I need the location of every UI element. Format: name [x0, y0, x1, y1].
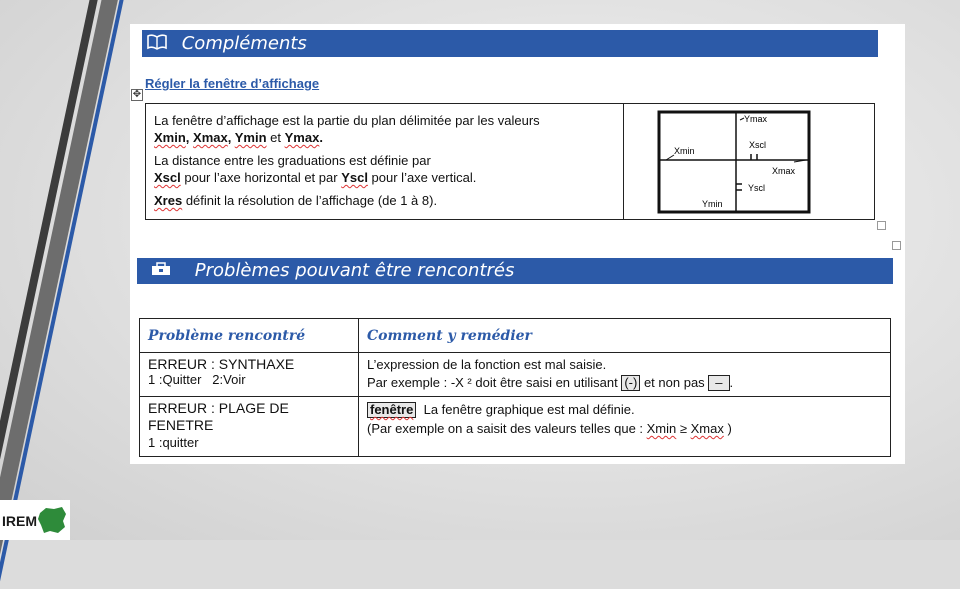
- para2-line1: La distance entre les graduations est définie par: [154, 153, 431, 168]
- book-icon: [146, 31, 168, 58]
- negative-key: (-): [621, 375, 640, 391]
- fix2-line2: [367, 419, 882, 438]
- irem-logo: [0, 500, 70, 540]
- col-fix-header: Comment y remédier: [359, 319, 891, 353]
- complements-title: Compléments: [181, 33, 307, 54]
- ymin-term: Ymin: [234, 130, 267, 145]
- toolbox-icon: [151, 258, 171, 284]
- fix2-text-a: (Par exemple on a saisit des valeurs telles que :: [367, 421, 647, 436]
- fix1-text-c: .: [729, 375, 734, 390]
- fix-cell-1: [359, 353, 891, 397]
- diagram-xmin-label: Xmin: [674, 146, 695, 156]
- complements-banner: [142, 30, 878, 57]
- minus-key: –: [708, 375, 729, 391]
- window-diagram-cell: [624, 104, 875, 220]
- fix2-xmin: Xmin: [646, 421, 677, 436]
- problems-table: [139, 318, 891, 457]
- fix1-line1: L’expression de la fonction est mal saisie.: [367, 357, 607, 372]
- fix-cell-2: [359, 397, 891, 457]
- problem1-line1: ERREUR : SYNTHAXE: [148, 356, 295, 372]
- para1-line1: La fenêtre d’affichage est la partie du plan délimitée par les valeurs: [154, 113, 540, 128]
- diagram-ymax-label: Ymax: [744, 114, 768, 124]
- para3: [154, 192, 615, 209]
- sep1: ,: [185, 130, 194, 145]
- problem-cell-1: [140, 353, 359, 397]
- problems-title: Problèmes pouvant être rencontrés: [194, 260, 515, 281]
- para2-line2: [154, 169, 615, 186]
- diagram-yscl-label: Yscl: [748, 183, 766, 193]
- dot: .: [319, 130, 323, 145]
- diagram-xscl-label: Xscl: [749, 140, 767, 150]
- para1-line2: [154, 129, 615, 146]
- xmin-term: Xmin: [154, 130, 186, 145]
- fix1-text-b: et non pas: [640, 375, 709, 390]
- resize-handle-1[interactable]: [877, 221, 886, 230]
- xmax-term: Xmax: [193, 130, 228, 145]
- problem2-line2: FENETRE: [148, 417, 214, 433]
- fix2-text-b: ): [723, 421, 732, 436]
- problems-banner: [137, 258, 893, 284]
- problem2-line3: 1 :quitter: [148, 435, 199, 450]
- display-window-text-cell: [146, 104, 624, 220]
- para3-text: définit la résolution de l’affichage (de 1 à 8).: [182, 193, 438, 208]
- resize-handle-2[interactable]: [892, 241, 901, 250]
- ymax-term: Ymax: [284, 130, 320, 145]
- move-handle-icon[interactable]: ✥: [132, 89, 142, 100]
- fix2-line1: [367, 400, 882, 419]
- fenetre-key: fenêtre: [367, 402, 416, 418]
- sep2: ,: [227, 130, 235, 145]
- fix2-xmax: Xmax: [690, 421, 724, 436]
- problem1-line2: 1 :Quitter 2:Voir: [148, 372, 246, 387]
- diagram-xmax-label: Xmax: [772, 166, 796, 176]
- window-diagram: [624, 104, 874, 219]
- diagram-ymin-label: Ymin: [702, 199, 723, 209]
- irem-logo-text: IREM: [2, 513, 37, 529]
- problem2-line1: ERREUR : PLAGE DE: [148, 400, 289, 416]
- fix2-text: La fenêtre graphique est mal définie.: [416, 402, 635, 417]
- para2-mid: pour l’axe horizontal et par: [180, 170, 342, 185]
- et-word: et: [266, 130, 285, 145]
- region-map-icon: [36, 505, 68, 535]
- para2-end: pour l’axe vertical.: [367, 170, 477, 185]
- section-title[interactable]: Régler la fenêtre d’affichage: [145, 76, 320, 91]
- xscl-term: Xscl: [154, 170, 181, 185]
- problem-cell-2: [140, 397, 359, 457]
- display-window-table: [145, 103, 875, 220]
- fix1-text-a: Par exemple : -X ² doit être saisi en utilisant: [367, 375, 622, 390]
- fix1-line2: [367, 374, 882, 392]
- fix2-ge: ≥: [676, 421, 691, 436]
- yscl-term: Yscl: [341, 170, 368, 185]
- col-problem-header: Problème rencontré: [140, 319, 359, 353]
- xres-term: Xres: [154, 193, 183, 208]
